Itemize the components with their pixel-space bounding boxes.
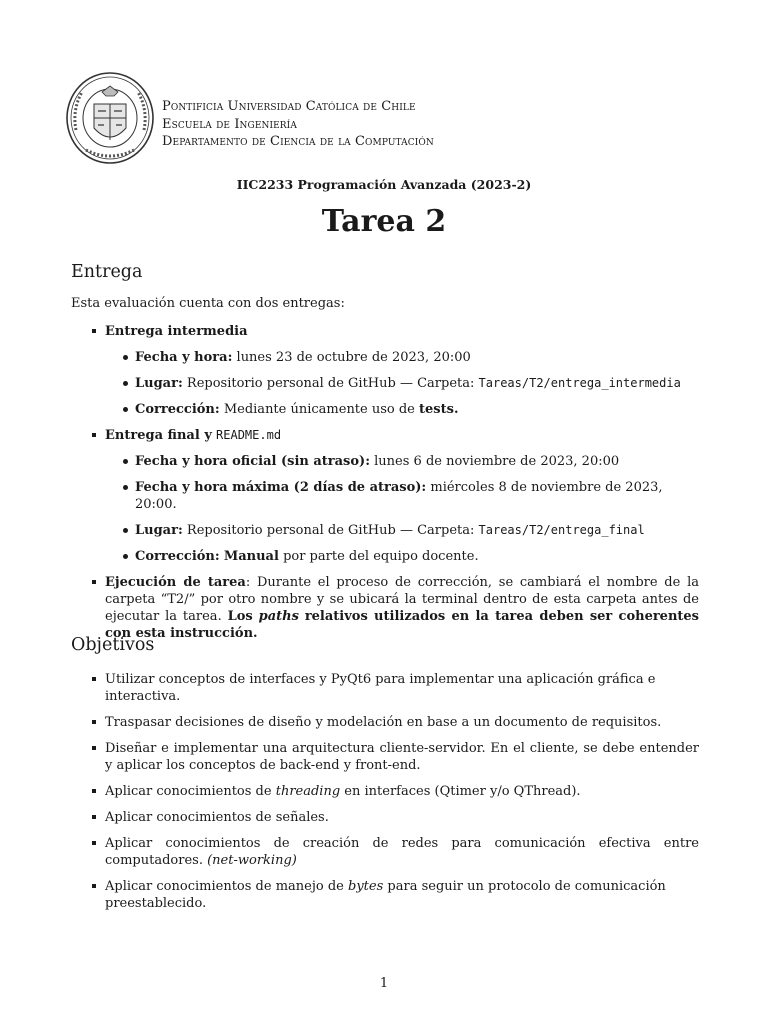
field-value-bold: tests. [419, 402, 459, 417]
field-label: Lugar: [135, 376, 183, 391]
ejecucion-text: : Durante el proceso de corrección, se cambiará el nombre de la carpeta “T2/” por otro nombre y se ubicará la terminal dentro de esta carpeta antes de ejecutar la tarea. [105, 575, 699, 624]
list-item [71, 878, 699, 912]
list-item: Utilizar conceptos de interfaces y PyQt6 para implementar una aplicación gráfica e interactiva. [71, 671, 699, 705]
university-name: Pontificia Universidad Católica de Chile [162, 99, 416, 114]
list-item [105, 349, 699, 366]
field-label: Corrección: [135, 402, 220, 417]
field-label: Fecha y hora: [135, 350, 233, 365]
folder-path: Tareas/T2/entrega_final [478, 523, 645, 537]
item-text: Aplicar conocimientos de creación de redes para comunicación efectiva entre computadores. [105, 836, 699, 868]
list-item [105, 522, 699, 539]
ejecucion-bold: relativos utilizados en la tarea deben ser coherentes con esta instrucción. [105, 609, 700, 641]
field-value-bold: Manual [223, 549, 279, 564]
list-item [71, 427, 699, 565]
list-item [71, 323, 699, 418]
item-emphasis: bytes [348, 879, 384, 894]
section-heading-objetivos: Objetivos [71, 635, 155, 655]
field-value: lunes 23 de octubre de 2023, 20:00 [236, 350, 471, 365]
field-value: por parte del equipo docente. [283, 549, 479, 564]
ejecucion-label: Ejecución de tarea [105, 575, 246, 590]
item-emphasis: (net-working) [207, 853, 297, 868]
list-item: Traspasar decisiones de diseño y modelación en base a un documento de requisitos. [71, 714, 699, 731]
entrega-list [71, 323, 699, 651]
list-item: Aplicar conocimientos de señales. [71, 809, 699, 826]
field-label: Corrección: [135, 549, 220, 564]
institution-header [162, 98, 434, 151]
item-text: Aplicar conocimientos de [105, 784, 272, 799]
field-value: Mediante únicamente uso de [223, 402, 415, 417]
field-value: Repositorio personal de GitHub — Carpeta: [186, 523, 475, 538]
field-value: Repositorio personal de GitHub — Carpeta: [186, 376, 475, 391]
page-title: Tarea 2 [321, 204, 447, 239]
item-text: en interfaces (Qtimer y/o QThread). [344, 784, 581, 799]
folder-path: Tareas/T2/entrega_intermedia [478, 376, 681, 390]
item-text: para seguir un protocolo de comunicación preestablecido. [105, 879, 666, 911]
field-value: miércoles 8 de noviembre de 2023, 20:00. [135, 480, 663, 512]
list-item [71, 574, 699, 642]
list-item [105, 375, 699, 392]
objetivos-list [71, 671, 699, 921]
school-name: Escuela de Ingeniería [162, 116, 297, 132]
entrega-final-label: Entrega final y [105, 428, 212, 443]
list-item [71, 783, 699, 800]
university-seal [64, 70, 156, 166]
field-label: Fecha y hora oficial (sin atraso): [135, 454, 370, 469]
page-number: 1 [379, 976, 389, 991]
list-item [105, 453, 699, 470]
ejecucion-bold: Los [227, 609, 253, 624]
department-name: Departamento de Ciencia de la Computación [162, 134, 434, 149]
course-title: IIC2233 Programación Avanzada (2023-2) [236, 177, 532, 192]
field-label: Fecha y hora máxima (2 días de atraso): [135, 480, 427, 495]
ejecucion-bold-italic: paths [258, 609, 299, 624]
list-item [105, 479, 699, 513]
entrega-intro: Esta evaluación cuenta con dos entregas: [71, 296, 345, 311]
item-text: Aplicar conocimientos de manejo de [105, 879, 344, 894]
field-value: lunes 6 de noviembre de 2023, 20:00 [374, 454, 620, 469]
section-heading-entrega: Entrega [71, 262, 143, 282]
list-item: Diseñar e implementar una arquitectura cliente-servidor. En el cliente, se debe entender y aplicar los conceptos de back-end y front-end. [71, 740, 699, 774]
field-label: Lugar: [135, 523, 183, 538]
item-emphasis: threading [275, 784, 341, 799]
list-item [105, 401, 699, 418]
readme-filename: README.md [216, 428, 282, 442]
list-item [71, 835, 699, 869]
list-item [105, 548, 699, 565]
entrega-intermedia-label: Entrega intermedia [105, 324, 248, 339]
